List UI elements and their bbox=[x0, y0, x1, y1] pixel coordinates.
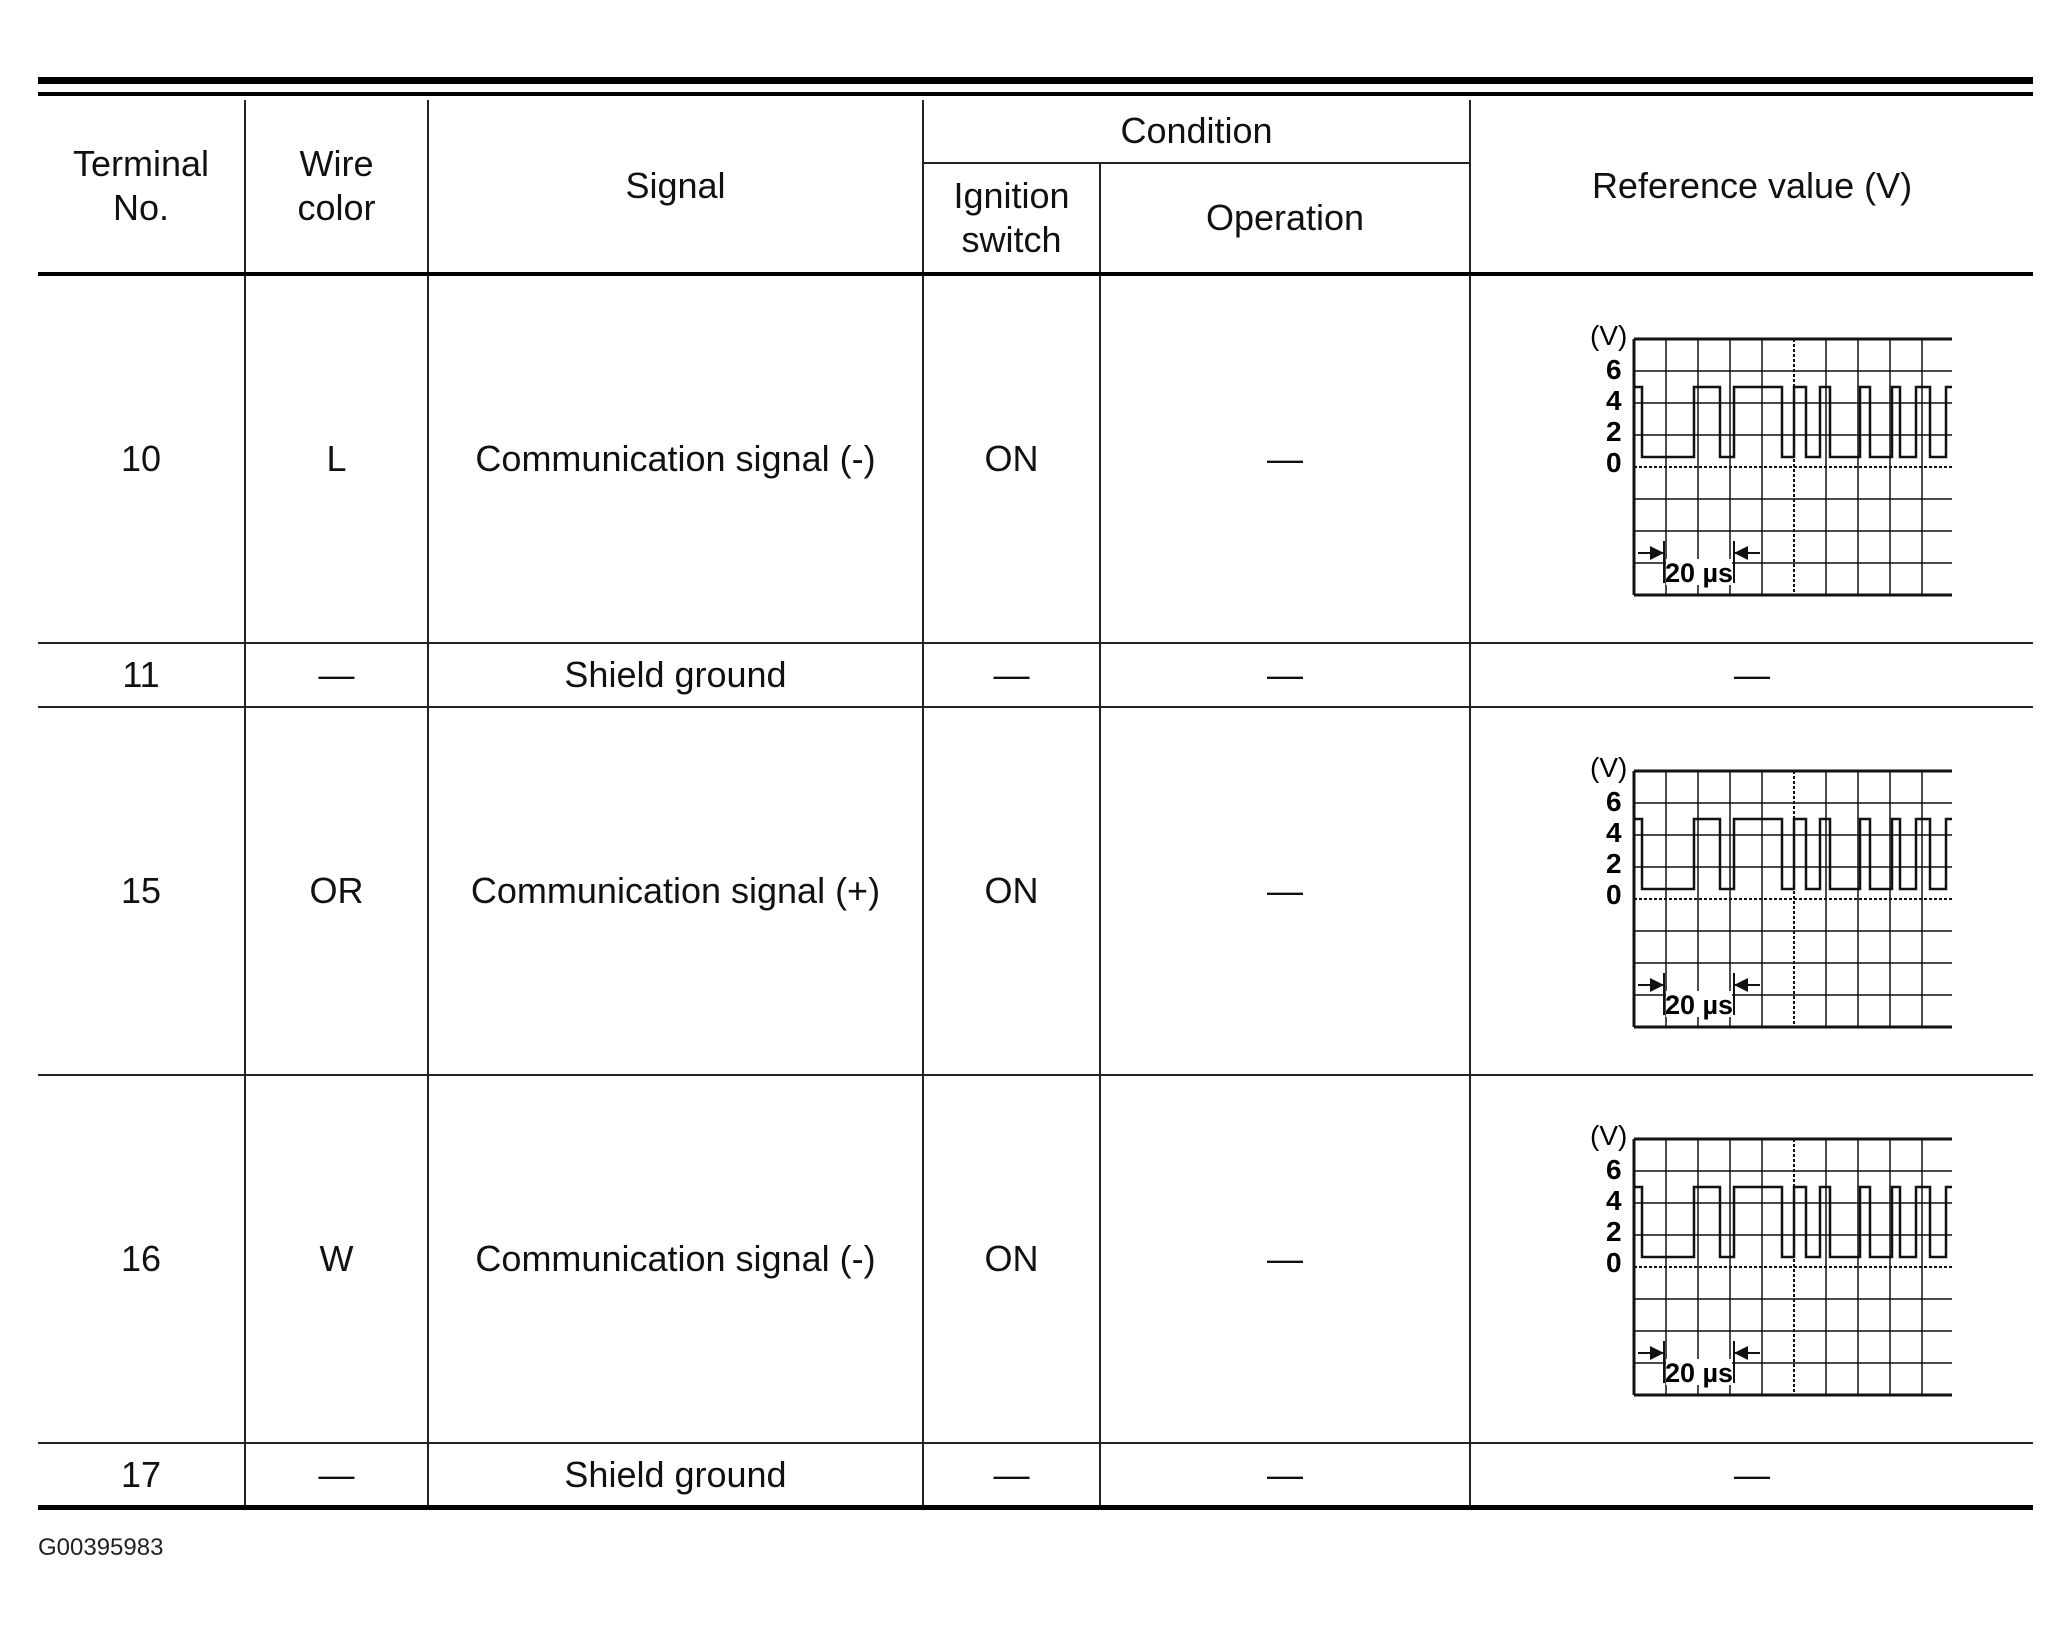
scope-unit-label: (V) bbox=[1590, 320, 1628, 351]
signal-cell: Communication signal (+) bbox=[428, 707, 923, 1075]
reference-value-cell bbox=[1470, 707, 2033, 1075]
time-marker-arrow-right bbox=[1650, 1346, 1664, 1360]
wire-color-cell: L bbox=[245, 274, 428, 643]
header-reference-value: Reference value (V) bbox=[1470, 100, 2033, 274]
oscilloscope-waveform bbox=[1552, 1119, 1952, 1399]
signal-cell: Communication signal (-) bbox=[428, 274, 923, 643]
signal-cell: Shield ground bbox=[428, 643, 923, 707]
terminal-no-cell: 10 bbox=[38, 274, 245, 643]
scope-waveform-trace bbox=[1634, 387, 1952, 457]
reference-value-cell bbox=[1470, 274, 2033, 643]
table-row bbox=[38, 643, 2033, 707]
figure-code: G00395983 bbox=[38, 1534, 164, 1561]
table-row bbox=[38, 1075, 2033, 1443]
scope-waveform-trace bbox=[1634, 1187, 1952, 1257]
scope-waveform-trace bbox=[1634, 819, 1952, 889]
header-ignition-switch bbox=[923, 163, 1100, 274]
ignition-switch-cell: ON bbox=[923, 707, 1100, 1075]
scope-y-tick: 2 bbox=[1606, 848, 1622, 879]
time-marker-arrow-left bbox=[1734, 546, 1748, 560]
terminal-reference-table bbox=[38, 100, 2033, 1506]
header-ignition-line2: switch bbox=[961, 219, 1062, 260]
terminal-no-cell: 17 bbox=[38, 1443, 245, 1506]
table-row bbox=[38, 1443, 2033, 1506]
scope-y-tick: 0 bbox=[1606, 879, 1622, 910]
time-scale-label: 20 µs bbox=[1664, 558, 1734, 588]
wire-color-cell: — bbox=[245, 1443, 428, 1506]
header-terminal-line2: No. bbox=[112, 187, 170, 228]
oscilloscope-waveform bbox=[1552, 319, 1952, 599]
scope-y-tick: 4 bbox=[1606, 385, 1622, 416]
header-terminal-line1: Terminal bbox=[72, 143, 210, 184]
terminal-no-cell: 15 bbox=[38, 707, 245, 1075]
operation-cell: — bbox=[1100, 1075, 1470, 1443]
time-marker-arrow-left bbox=[1734, 1346, 1748, 1360]
reference-value-cell: — bbox=[1470, 1443, 2033, 1506]
ignition-switch-cell: — bbox=[923, 1443, 1100, 1506]
scope-y-tick: 2 bbox=[1606, 416, 1622, 447]
scope-y-tick: 6 bbox=[1606, 1154, 1622, 1185]
operation-cell: — bbox=[1100, 707, 1470, 1075]
header-operation: Operation bbox=[1100, 163, 1470, 274]
time-marker-arrow-right bbox=[1650, 978, 1664, 992]
scope-y-tick: 4 bbox=[1606, 817, 1622, 848]
time-scale-label: 20 µs bbox=[1664, 1358, 1734, 1388]
terminal-no-cell: 11 bbox=[38, 643, 245, 707]
terminal-no-cell: 16 bbox=[38, 1075, 245, 1443]
operation-cell: — bbox=[1100, 643, 1470, 707]
time-scale-label: 20 µs bbox=[1664, 990, 1734, 1020]
header-ignition-line1: Ignition bbox=[953, 175, 1070, 216]
header-wire-line2: color bbox=[297, 187, 376, 228]
bottom-rule bbox=[38, 1505, 2033, 1510]
ignition-switch-cell: — bbox=[923, 643, 1100, 707]
reference-value-cell bbox=[1470, 1075, 2033, 1443]
scope-y-tick: 4 bbox=[1606, 1185, 1622, 1216]
scope-y-tick: 0 bbox=[1606, 447, 1622, 478]
table-row bbox=[38, 274, 2033, 643]
header-condition: Condition bbox=[923, 100, 1470, 163]
top-rule-thick bbox=[38, 77, 2033, 84]
header-wire-color bbox=[245, 100, 428, 274]
scope-unit-label: (V) bbox=[1590, 1120, 1628, 1151]
operation-cell: — bbox=[1100, 1443, 1470, 1506]
time-marker-arrow-right bbox=[1650, 546, 1664, 560]
top-rule-thin bbox=[38, 92, 2033, 96]
scope-y-tick: 6 bbox=[1606, 786, 1622, 817]
ignition-switch-cell: ON bbox=[923, 274, 1100, 643]
reference-value-cell: — bbox=[1470, 643, 2033, 707]
signal-cell: Shield ground bbox=[428, 1443, 923, 1506]
header-wire-line1: Wire bbox=[299, 143, 374, 184]
oscilloscope-waveform bbox=[1552, 751, 1952, 1031]
signal-cell: Communication signal (-) bbox=[428, 1075, 923, 1443]
table-row bbox=[38, 707, 2033, 1075]
scope-y-tick: 2 bbox=[1606, 1216, 1622, 1247]
header-terminal-no bbox=[38, 100, 245, 274]
time-marker-arrow-left bbox=[1734, 978, 1748, 992]
scope-y-tick: 0 bbox=[1606, 1247, 1622, 1278]
header-signal: Signal bbox=[428, 100, 923, 274]
scope-unit-label: (V) bbox=[1590, 752, 1628, 783]
scope-y-tick: 6 bbox=[1606, 354, 1622, 385]
wire-color-cell: — bbox=[245, 643, 428, 707]
wire-color-cell: OR bbox=[245, 707, 428, 1075]
wire-color-cell: W bbox=[245, 1075, 428, 1443]
ignition-switch-cell: ON bbox=[923, 1075, 1100, 1443]
operation-cell: — bbox=[1100, 274, 1470, 643]
